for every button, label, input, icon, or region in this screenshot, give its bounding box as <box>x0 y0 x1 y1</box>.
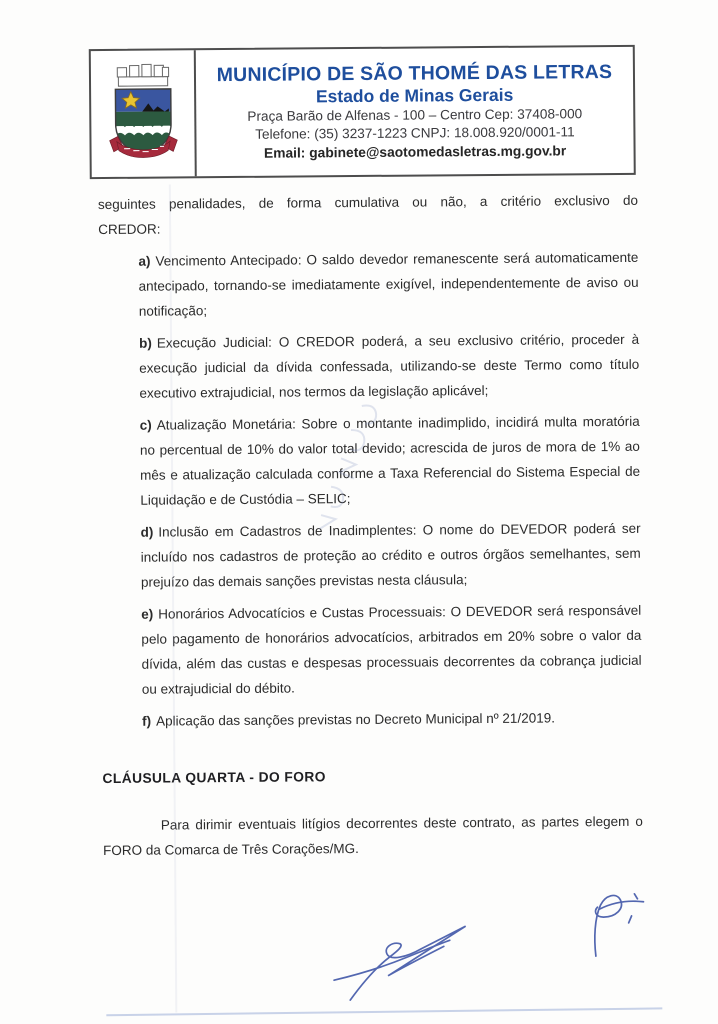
email-line: Email: gabinete@saotomedasletras.mg.gov.br <box>263 143 567 161</box>
penalty-item-c <box>140 409 641 513</box>
municipal-coat-of-arms-icon <box>102 61 183 166</box>
item-label: d) <box>140 524 154 540</box>
item-label: f) <box>141 713 152 729</box>
item-text: Execução Judicial: O CREDOR poderá, a seu exclusivo critério, proceder à execução judicial da dívida confessada, utilizando-se deste Termo como título executivo extrajudicial, nos termos da legislação aplicável; <box>139 331 640 401</box>
handwritten-ink-signature <box>326 917 497 1013</box>
municipality-title: MUNICÍPIO DE SÃO THOMÉ DAS LETRAS <box>216 60 613 87</box>
address-line: Praça Barão de Alfenas - 100 – Centro Cep: 37408-000 <box>247 106 583 124</box>
penalty-item-e <box>141 598 642 702</box>
handwritten-ink-initials <box>561 890 657 966</box>
item-text: Inclusão em Cadastros de Inadimplentes: O nome do DEVEDOR poderá ser incluído nos cadastros de proteção ao crédito e outros órgãos semelhantes, sem prejuízo das demais sanções previstas nesta cláusula; <box>140 520 641 590</box>
state-subtitle: Estado de Minas Gerais <box>315 84 514 107</box>
phone-cnpj-line: Telefone: (35) 3237-1223 CNPJ: 18.008.920/0001-11 <box>255 124 575 142</box>
item-text: Vencimento Antecipado: O saldo devedor remanescente será automaticamente antecipado, tornando-se imediatamente exigível, independentemente de aviso ou notificação; <box>138 249 639 319</box>
clause-heading: CLÁUSULA QUARTA - DO FORO <box>102 769 326 787</box>
foro-paragraph: Para dirimir eventuais litígios decorrentes deste contrato, as partes elegem o FORO da Comarca de Três Corações/MG. <box>102 813 643 859</box>
penalty-item-f <box>142 705 642 734</box>
item-label: b) <box>139 335 152 351</box>
penalty-item-d <box>140 516 641 595</box>
item-label: a) <box>138 253 151 269</box>
item-label: c) <box>139 417 152 433</box>
item-text: Atualização Monetária: Sobre o montante inadimplido, incidirá multa moratória no percentual de 10% do valor total devido; acrescida de juros de mora de 1% ao mês e atualização calculada conforme a Taxa Referencial do Sistema Especial de Liquidação e de Custódia – SELIC; <box>139 413 641 508</box>
letterhead <box>89 45 636 179</box>
contract-body <box>0 174 718 864</box>
intro-line-1: seguintes penalidades, de forma cumulativa ou não, a critério exclusivo do <box>97 192 639 213</box>
letterhead-text <box>196 47 634 176</box>
penalty-item-b <box>139 327 640 406</box>
coat-of-arms <box>91 50 197 177</box>
item-label: e) <box>141 606 154 622</box>
intro-line-2: CREDOR: <box>98 221 161 238</box>
item-text: Honorários Advocatícios e Custas Processuais: O DEVEDOR será responsável pelo pagamento de honorários advocatícios, arbitrados em 20% sobre o valor da dívida, além das custas e despesas processuais decorrentes da cobrança judicial ou extrajudicial do débito. <box>141 602 642 697</box>
item-text: Aplicação das sanções previstas no Decreto Municipal nº 21/2019. <box>155 710 556 729</box>
penalty-item-a <box>138 245 639 324</box>
intro-paragraph <box>98 188 638 242</box>
